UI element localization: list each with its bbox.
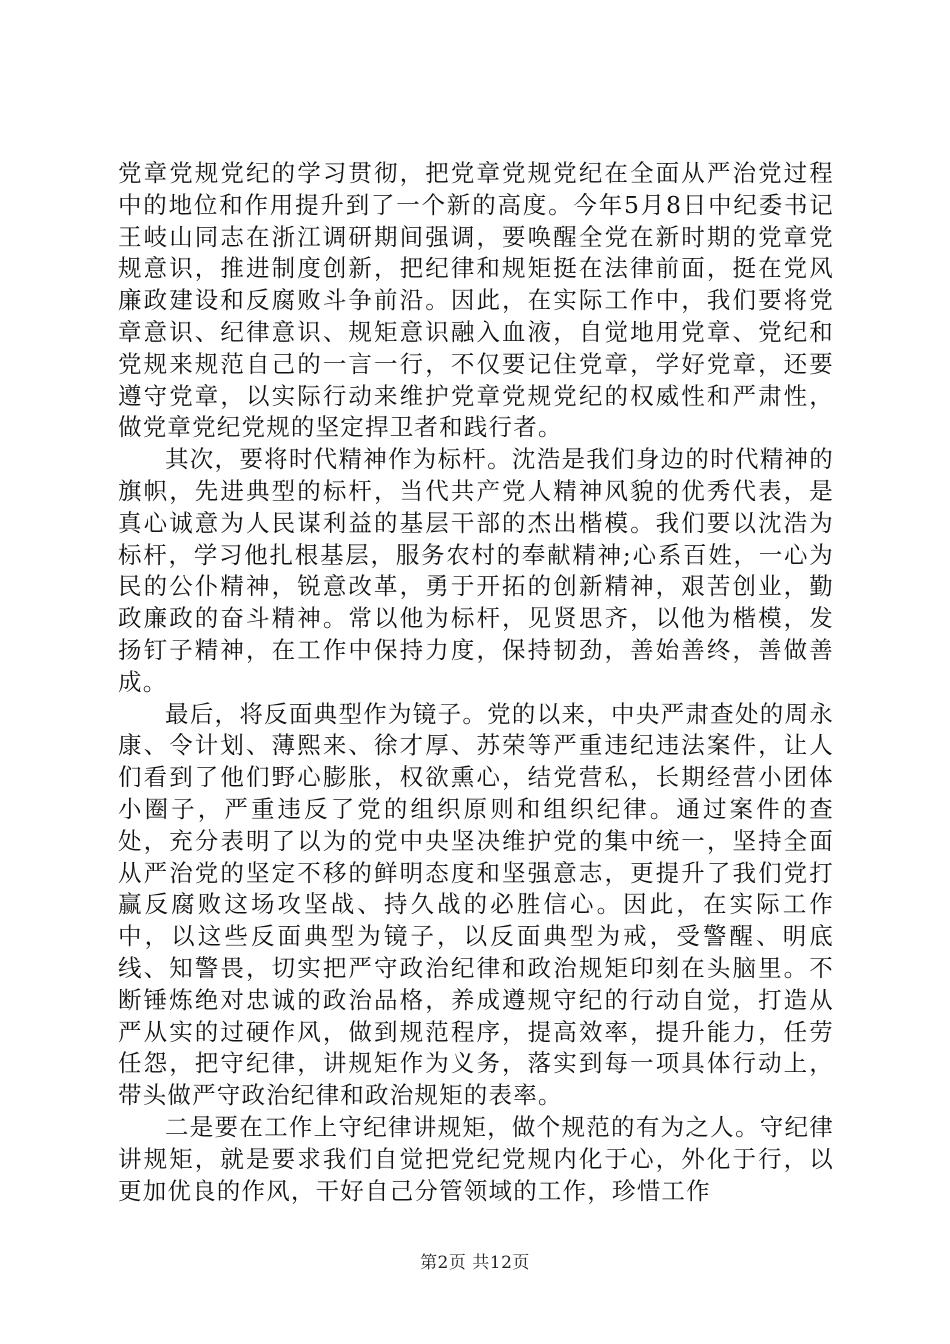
page-footer xyxy=(0,1248,950,1273)
document-body xyxy=(118,158,834,1207)
paragraph-3: 最后，将反面典型作为镜子。党的以来，中央严肃查处的周永康、令计划、薄熙来、徐才厚、苏荣等严重违纪违法案件，让人们看到了他们野心膨胀，权欲熏心，结党营私，长期经营小团体小圈子，严重违反了党的组织原则和组织纪律。通过案件的查处，充分表明了以为的党中央坚决维护党的集中统一，坚持全面从严治党的坚定不移的鲜明态度和坚强意志，更提升了我们党打赢反腐败这场攻坚战、持久战的必胜信心。因此，在实际工作中，以这些反面典型为镜子，以反面典型为戒，受警醒、明底线、知警畏，切实把严守政治纪律和政治规矩印刻在头脑里。不断锤炼绝对忠诚的政治品格，养成遵规守纪的行动自觉，打造从严从实的过硬作风，做到规范程序，提高效率，提升能力，任劳任怨，把守纪律，讲规矩作为义务，落实到每一项具体行动上，带头做严守政治纪律和政治规矩的表率。 xyxy=(118,699,834,1110)
paragraph-4: 二是要在工作上守纪律讲规矩，做个规范的有为之人。守纪律讲规矩，就是要求我们自觉把党纪党规内化于心，外化于行，以更加优良的作风，干好自己分管领域的工作，珍惜工作 xyxy=(118,1112,834,1205)
page-number-label: 第2页 共12页 xyxy=(420,1253,530,1273)
paragraph-2: 其次，要将时代精神作为标杆。沈浩是我们身边的时代精神的旗帜，先进典型的标杆，当代共产党人精神风貌的优秀代表，是真心诚意为人民谋利益的基层干部的杰出楷模。我们要以沈浩为标杆，学习他扎根基层，服务农村的奉献精神;心系百姓，一心为民的公仆精神，锐意改革，勇于开拓的创新精神，艰苦创业，勤政廉政的奋斗精神。常以他为标杆，见贤思齐，以他为楷模，发扬钉子精神，在工作中保持力度，保持韧劲，善始善终，善做善成。 xyxy=(118,445,834,696)
paragraph-1: 党章党规党纪的学习贯彻，把党章党规党纪在全面从严治党过程中的地位和作用提升到了一个新的高度。今年5月8日中纪委书记王岐山同志在浙江调研期间强调，要唤醒全党在新时期的党章党规意识，推进制度创新，把纪律和规矩挺在法律前面，挺在党风廉政建设和反腐败斗争前沿。因此，在实际工作中，我们要将党章意识、纪律意识、规矩意识融入血液，自觉地用党章、党纪和党规来规范自己的一言一行，不仅要记住党章，学好党章，还要遵守党章，以实际行动来维护党章党规党纪的权威性和严肃性，做党章党纪党规的坚定捍卫者和践行者。 xyxy=(118,159,834,442)
